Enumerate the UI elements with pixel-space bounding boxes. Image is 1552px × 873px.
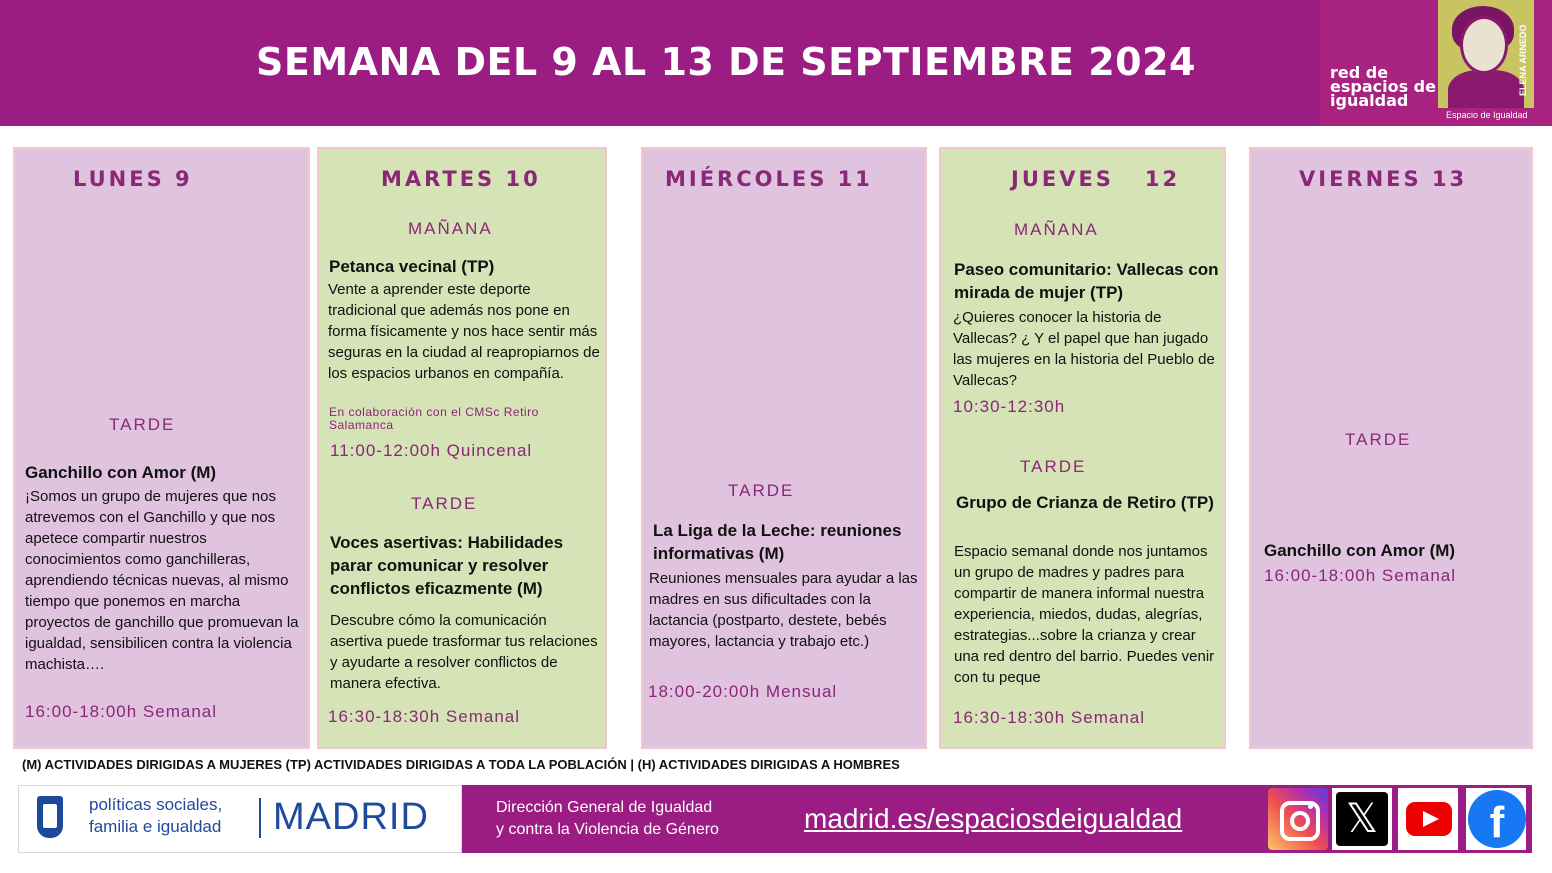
direction-line-2: y contra la Violencia de Género: [496, 821, 719, 838]
day-heading: LUNES 9: [73, 167, 193, 191]
activity-time: 18:00-20:00h Mensual: [648, 682, 838, 701]
slot-tarde: TARDE: [1020, 457, 1087, 476]
activity-title: La Liga de la Leche: reuniones informativas (M): [653, 521, 902, 563]
activity-description: Descubre cómo la comunicación asertiva puede trasformar tus relaciones y ayudarte a resolver conflictos de manera efectiva.: [330, 612, 598, 692]
logo-line-1: red de: [1330, 63, 1389, 82]
slot-tarde: TARDE: [411, 494, 478, 513]
facebook-icon[interactable]: [1466, 788, 1526, 850]
legend-text: (M) ACTIVIDADES DIRIGIDAS A MUJERES (TP) ACTIVIDADES DIRIGIDAS A TODA LA POBLACIÓN | (H) ACTIVIDADES DIRIGIDAS A HOMBRES: [22, 757, 900, 772]
logo-line-3: igualdad: [1330, 91, 1409, 110]
logo-line-2: espacios de: [1330, 77, 1436, 96]
x-icon[interactable]: [1332, 788, 1392, 850]
activity-description: Reuniones mensuales para ayudar a las madres en sus dificultades con la lactancia (postparto, destete, bebés mayores, lactancia y trabajo etc.): [649, 570, 918, 650]
direction-text: [496, 797, 719, 841]
activity-title: Ganchillo con Amor (M): [1264, 541, 1456, 560]
madrid-wordmark: MADRID: [273, 796, 429, 838]
youtube-icon[interactable]: [1398, 788, 1458, 850]
collaboration-note: En colaboración con el CMSc Retiro Salamanca: [329, 405, 539, 432]
slot-tarde: TARDE: [1345, 430, 1412, 449]
header-banner: [0, 0, 1552, 126]
page-title: SEMANA DEL 9 AL 13 DE SEPTIEMBRE 2024: [256, 40, 1196, 84]
red-espacios-igualdad-logo: [1320, 0, 1552, 126]
facebook-glyph: f: [1468, 790, 1526, 848]
logo-subtitle: Espacio de Igualdad: [1446, 110, 1528, 120]
slot-tarde: TARDE: [109, 415, 176, 434]
policy-line-1: políticas sociales,: [89, 795, 223, 814]
footer-bar: [18, 785, 1532, 853]
slot-manana: MAÑANA: [1014, 220, 1099, 239]
activity-time: 10:30-12:30h: [953, 397, 1066, 416]
x-glyph: 𝕏: [1336, 792, 1388, 846]
madrid-crest-icon: [37, 796, 63, 838]
activity-time: 16:30-18:30h Semanal: [328, 707, 521, 726]
day-column-viernes: [1249, 147, 1533, 749]
day-column-miercoles: [641, 147, 927, 749]
day-heading: MIÉRCOLES 11: [665, 167, 873, 191]
activity-title: Paseo comunitario: Vallecas con mirada de mujer (TP): [954, 260, 1219, 302]
logo-vertical-name: ELENA ARNEDO: [1518, 24, 1528, 96]
day-heading: MARTES 10: [381, 167, 541, 191]
day-heading: JUEVES 12: [1011, 167, 1181, 191]
day-column-lunes: [13, 147, 310, 749]
activity-description: Espacio semanal donde nos juntamos un grupo de madres y padres para compartir de manera informal nuestra experiencia, miedos, dudas, alegrías, estrategias...sobre la crianza y crear una red dentro del barrio. Puedes venir con tu peque: [954, 543, 1215, 686]
madrid-logo-block: [18, 785, 462, 853]
policy-text: [89, 794, 222, 838]
activity-description: ¡Somos un grupo de mujeres que nos atrevemos con el Ganchillo y que nos apetece compartir nuestros conocimientos como ganchilleras, aprendiendo técnicas nuevas, al mismo tiempo que ponemos en marcha proyectos de ganchillo que promuevan la igualdad, sensibilicen contra la violencia machista….: [25, 488, 299, 673]
activity-time: 16:30-18:30h Semanal: [953, 708, 1146, 727]
day-heading: VIERNES 13: [1299, 167, 1468, 191]
activity-description: ¿Quieres conocer la historia de Vallecas? ¿ Y el papel que han jugado las mujeres en la historia del Pueblo de Vallecas?: [953, 309, 1215, 389]
slot-manana: MAÑANA: [408, 219, 493, 238]
logo-divider: [259, 798, 261, 838]
day-column-martes: [317, 147, 607, 749]
logo-text: [1330, 63, 1436, 110]
policy-line-2: familia e igualdad: [89, 817, 222, 836]
direction-line-1: Dirección General de Igualdad: [496, 799, 713, 816]
activity-time: 16:00-18:00h Semanal: [25, 702, 218, 721]
activity-title: Voces asertivas: Habilidades parar comunicar y resolver conflictos eficazmente (M): [330, 533, 564, 598]
instagram-icon[interactable]: [1268, 788, 1328, 850]
day-column-jueves: [939, 147, 1226, 749]
website-link[interactable]: madrid.es/espaciosdeigualdad: [804, 803, 1183, 834]
activity-description: Vente a aprender este deporte tradicional que además nos pone en forma físicamente y nos hace sentir más seguras en la ciudad al reapropiarnos de los espacios urbanos en compañía.: [328, 281, 600, 382]
activity-time: 11:00-12:00h Quincenal: [330, 441, 533, 460]
activity-title: Grupo de Crianza de Retiro (TP): [956, 493, 1214, 512]
slot-tarde: TARDE: [728, 481, 795, 500]
activity-time: 16:00-18:00h Semanal: [1264, 566, 1457, 585]
activity-title: Petanca vecinal (TP): [329, 257, 495, 276]
activity-title: Ganchillo con Amor (M): [25, 463, 217, 482]
